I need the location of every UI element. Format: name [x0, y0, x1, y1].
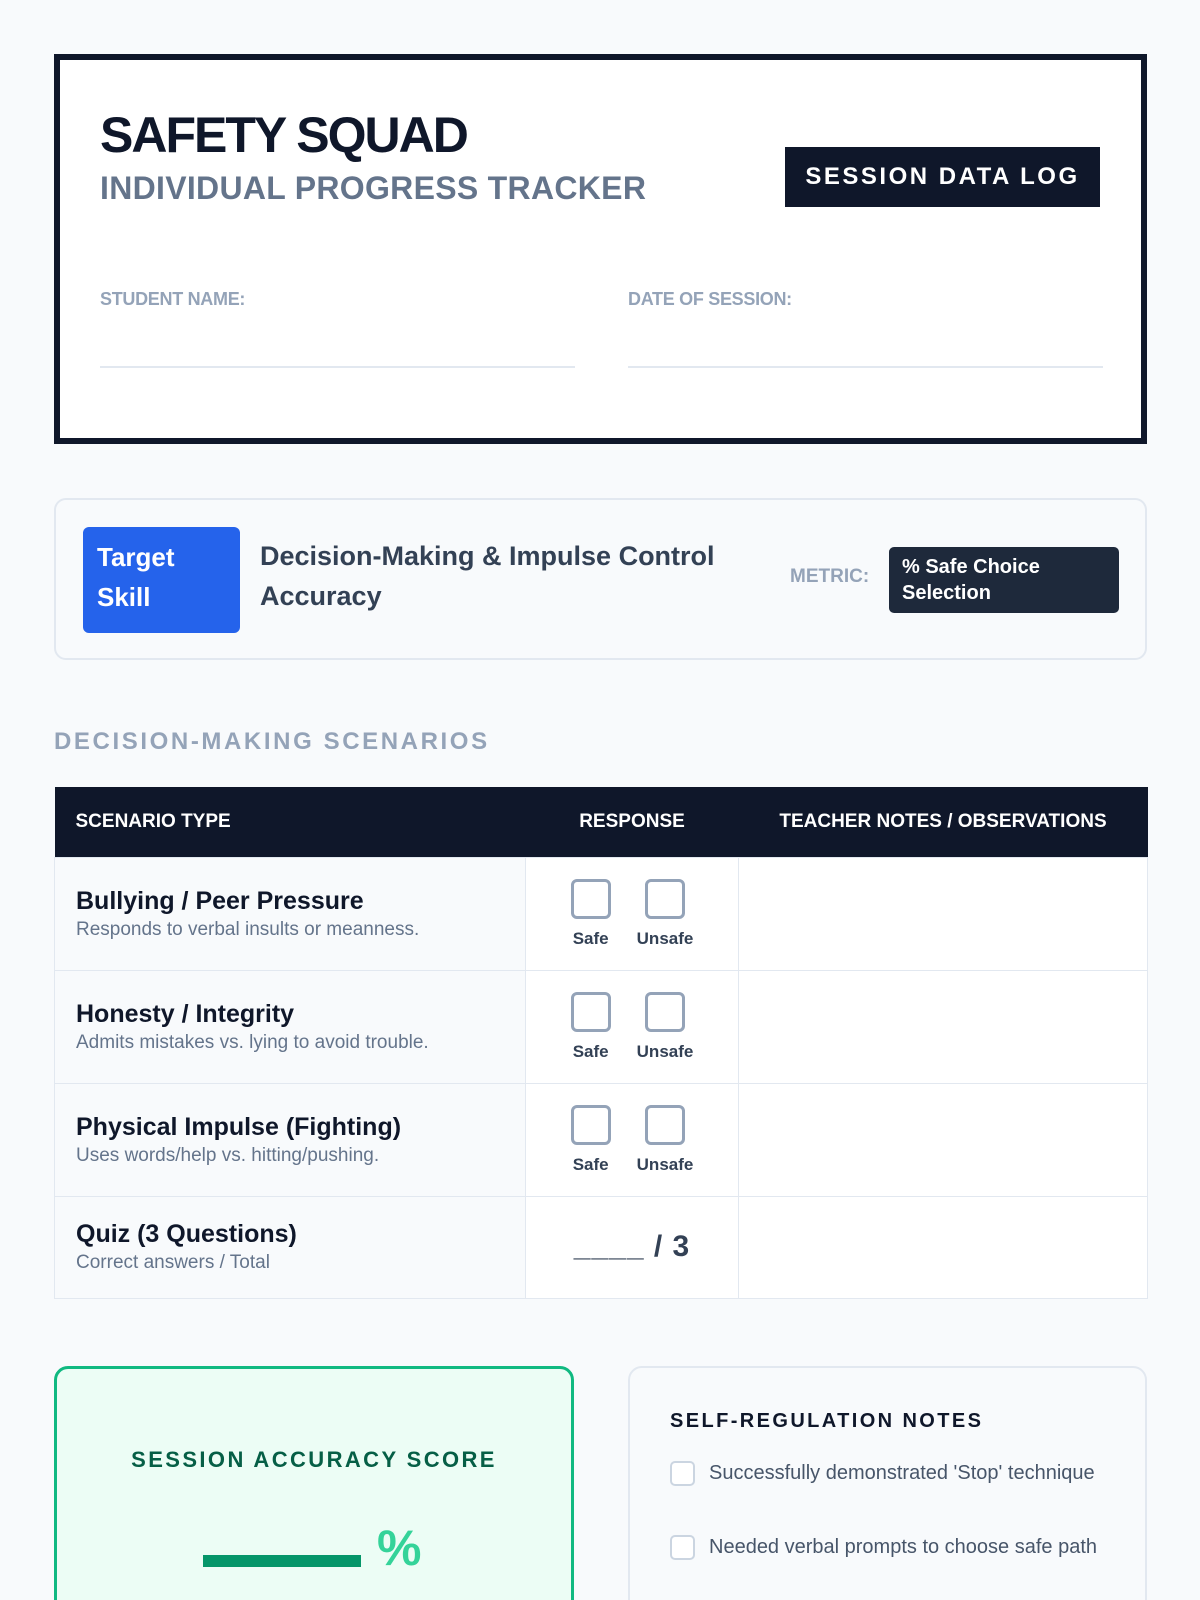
column-header-response: RESPONSE	[526, 787, 739, 857]
unsafe-label: Unsafe	[636, 1154, 694, 1174]
unsafe-label: Unsafe	[636, 928, 694, 948]
safe-checkbox[interactable]	[571, 879, 611, 919]
safe-label: Safe	[572, 1154, 609, 1174]
scenario-description: Admits mistakes vs. lying to avoid trouble.	[76, 1031, 429, 1053]
response-cell	[526, 970, 739, 1083]
table-row	[55, 857, 1148, 970]
self-regulation-card	[628, 1366, 1147, 1600]
safe-checkbox[interactable]	[571, 992, 611, 1032]
column-header-scenario-type: SCENARIO TYPE	[55, 787, 526, 857]
self-regulation-item-label: Needed verbal prompts to choose safe path	[709, 1536, 1098, 1558]
student-name-label: STUDENT NAME:	[100, 289, 246, 309]
self-regulation-title: SELF-REGULATION NOTES	[670, 1410, 984, 1432]
table-row	[55, 1083, 1148, 1196]
scenario-title: Bullying / Peer Pressure	[76, 886, 364, 915]
unsafe-checkbox[interactable]	[645, 879, 685, 919]
header-card	[54, 54, 1147, 444]
safe-checkbox[interactable]	[571, 1105, 611, 1145]
scenario-cell	[55, 857, 526, 970]
unsafe-checkbox[interactable]	[645, 1105, 685, 1145]
quiz-score-field[interactable]: ____ / 3	[573, 1230, 691, 1263]
column-header-teacher-notes: TEACHER NOTES / OBSERVATIONS	[739, 787, 1148, 857]
safe-label: Safe	[572, 1041, 609, 1061]
scenario-cell	[55, 970, 526, 1083]
response-cell	[526, 857, 739, 970]
scenario-description: Responds to verbal insults or meanness.	[76, 918, 420, 940]
teacher-notes-field[interactable]	[739, 1083, 1148, 1196]
target-skill-description: Decision-Making & Impulse Control Accuracy	[260, 541, 715, 611]
self-regulation-checkbox[interactable]	[670, 1535, 695, 1560]
target-skill-tag: Target Skill	[83, 527, 240, 633]
date-of-session-field[interactable]	[628, 366, 1103, 368]
scenario-description: Correct answers / Total	[76, 1252, 270, 1273]
scenario-table	[54, 787, 1148, 1299]
scenario-title: Physical Impulse (Fighting)	[76, 1112, 402, 1141]
scenario-title: Quiz (3 Questions)	[76, 1220, 297, 1248]
unsafe-label: Unsafe	[636, 1041, 694, 1061]
scenario-title: Honesty / Integrity	[76, 999, 295, 1028]
self-regulation-item	[670, 1534, 1110, 1561]
scenario-description: Uses words/help vs. hitting/pushing.	[76, 1144, 380, 1166]
self-regulation-item	[670, 1460, 1110, 1487]
page-title: SAFETY SQUAD	[100, 107, 467, 163]
metric-label: METRIC:	[790, 566, 870, 587]
target-skill-card	[54, 498, 1147, 660]
page-subtitle: INDIVIDUAL PROGRESS TRACKER	[100, 170, 647, 206]
session-accuracy-card	[54, 1366, 574, 1600]
scenario-cell	[55, 1196, 526, 1298]
metric-value-badge: % Safe Choice Selection	[889, 547, 1119, 613]
unsafe-checkbox[interactable]	[645, 992, 685, 1032]
percent-symbol: %	[377, 1520, 422, 1576]
scenarios-heading: DECISION-MAKING SCENARIOS	[54, 728, 490, 755]
teacher-notes-field[interactable]	[739, 970, 1148, 1083]
teacher-notes-field[interactable]	[739, 857, 1148, 970]
date-of-session-label: DATE OF SESSION:	[628, 289, 792, 309]
scenario-cell	[55, 1083, 526, 1196]
self-regulation-item-label: Successfully demonstrated 'Stop' technique	[709, 1462, 1095, 1484]
student-name-field[interactable]	[100, 366, 575, 368]
accuracy-title: SESSION ACCURACY SCORE	[131, 1447, 497, 1472]
response-cell	[526, 1083, 739, 1196]
safe-label: Safe	[572, 928, 609, 948]
self-regulation-checkbox[interactable]	[670, 1461, 695, 1486]
table-row	[55, 970, 1148, 1083]
response-cell	[526, 1196, 739, 1298]
table-header-row	[55, 787, 1148, 857]
accuracy-score-field[interactable]	[203, 1555, 361, 1567]
teacher-notes-field[interactable]	[739, 1196, 1148, 1298]
table-row	[55, 1196, 1148, 1298]
session-data-log-badge: SESSION DATA LOG	[785, 147, 1100, 207]
